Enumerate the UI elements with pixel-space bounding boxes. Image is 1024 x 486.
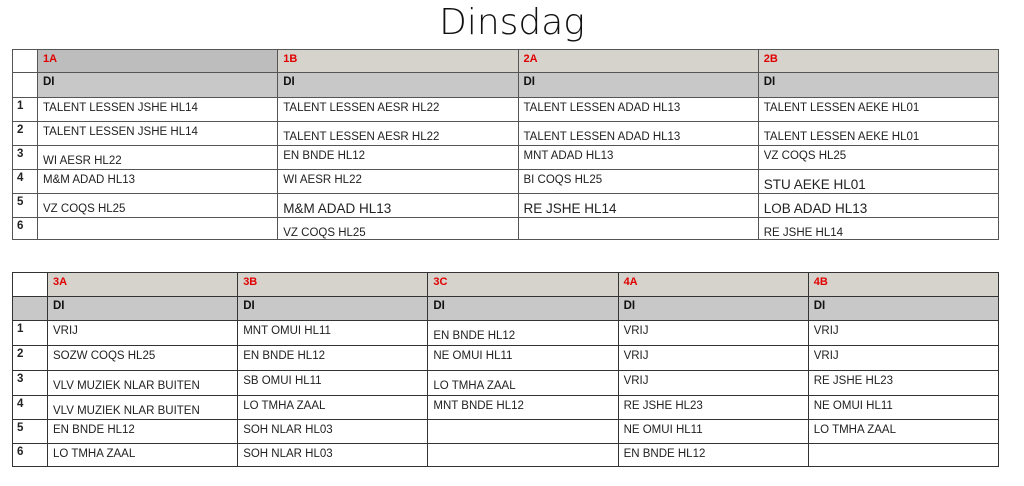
class-header: 3C [428, 273, 618, 297]
lesson-cell: NE OMUI HL11 [428, 346, 618, 371]
lesson-cell: LOB ADAD HL13 [758, 194, 998, 218]
lesson-cell: SOZW COQS HL25 [48, 346, 238, 371]
day-header: DI [618, 297, 808, 321]
page-title: Dinsdag [439, 2, 585, 43]
lesson-cell: VZ COQS HL25 [278, 218, 518, 240]
lesson-cell: TALENT LESSEN JSHE HL14 [38, 122, 278, 146]
lesson-cell: RE JSHE HL14 [758, 218, 998, 240]
lesson-cell: TALENT LESSEN AESR HL22 [278, 122, 518, 146]
lesson-cell: MNT OMUI HL11 [238, 321, 428, 346]
lesson-cell: SOH NLAR HL03 [238, 420, 428, 444]
class-header: 1A [38, 50, 278, 73]
lesson-cell: VRIJ [618, 371, 808, 396]
table-row [13, 122, 999, 146]
lesson-cell: MNT ADAD HL13 [518, 146, 758, 170]
lesson-cell: VRIJ [618, 346, 808, 371]
period-number: 6 [13, 218, 38, 240]
period-number: 3 [13, 371, 48, 396]
corner-cell [13, 273, 48, 297]
day-header: DI [38, 73, 278, 98]
period-number: 2 [13, 346, 48, 371]
lesson-cell: EN BNDE HL12 [278, 146, 518, 170]
period-number: 3 [13, 146, 38, 170]
class-header: 3B [238, 273, 428, 297]
lesson-cell: EN BNDE HL12 [428, 321, 618, 346]
class-header: 3A [48, 273, 238, 297]
lesson-cell: VRIJ [48, 321, 238, 346]
lesson-cell: EN BNDE HL12 [48, 420, 238, 444]
lesson-cell: VZ COQS HL25 [38, 194, 278, 218]
period-number: 2 [13, 122, 38, 146]
lesson-cell [428, 420, 618, 444]
day-header: DI [758, 73, 998, 98]
table-row [13, 444, 999, 467]
lesson-cell: M&M ADAD HL13 [38, 170, 278, 194]
class-header: 4B [808, 273, 998, 297]
day-header: DI [238, 297, 428, 321]
lesson-cell: VRIJ [808, 321, 998, 346]
lesson-cell: RE JSHE HL23 [618, 396, 808, 420]
table-row [13, 194, 999, 218]
lesson-cell [38, 218, 278, 240]
lesson-cell: NE OMUI HL11 [808, 396, 998, 420]
period-number: 1 [13, 98, 38, 122]
class-header: 2A [518, 50, 758, 73]
lesson-cell: TALENT LESSEN JSHE HL14 [38, 98, 278, 122]
lesson-cell: RE JSHE HL14 [518, 194, 758, 218]
day-header: DI [518, 73, 758, 98]
lesson-cell [428, 444, 618, 467]
lesson-cell: STU AEKE HL01 [758, 170, 998, 194]
table-row [13, 396, 999, 420]
lesson-cell: LO TMHA ZAAL [428, 371, 618, 396]
day-header: DI [428, 297, 618, 321]
period-number: 4 [13, 396, 48, 420]
day-header: DI [278, 73, 518, 98]
day-header: DI [48, 297, 238, 321]
lesson-cell: SOH NLAR HL03 [238, 444, 428, 467]
lesson-cell: WI AESR HL22 [38, 146, 278, 170]
period-number: 1 [13, 321, 48, 346]
lesson-cell: VLV MUZIEK NLAR BUITEN [48, 371, 238, 396]
lesson-cell: LO TMHA ZAAL [48, 444, 238, 467]
lesson-cell: VZ COQS HL25 [758, 146, 998, 170]
corner-cell [13, 297, 48, 321]
lesson-cell [808, 444, 998, 467]
lesson-cell: TALENT LESSEN AESR HL22 [278, 98, 518, 122]
lesson-cell: EN BNDE HL12 [618, 444, 808, 467]
lesson-cell: M&M ADAD HL13 [278, 194, 518, 218]
class-header: 2B [758, 50, 998, 73]
lesson-cell [518, 218, 758, 240]
class-header: 1B [278, 50, 518, 73]
table-row [13, 218, 999, 240]
period-number: 6 [13, 444, 48, 467]
lesson-cell: EN BNDE HL12 [238, 346, 428, 371]
table-row [13, 170, 999, 194]
lesson-cell: SB OMUI HL11 [238, 371, 428, 396]
lesson-cell: VLV MUZIEK NLAR BUITEN [48, 396, 238, 420]
period-number: 5 [13, 420, 48, 444]
lesson-cell: TALENT LESSEN ADAD HL13 [518, 98, 758, 122]
lesson-cell: BI COQS HL25 [518, 170, 758, 194]
lesson-cell: VRIJ [618, 321, 808, 346]
timetable-grade-1-2 [12, 49, 999, 240]
lesson-cell: TALENT LESSEN ADAD HL13 [518, 122, 758, 146]
lesson-cell: TALENT LESSEN AEKE HL01 [758, 98, 998, 122]
lesson-cell: NE OMUI HL11 [618, 420, 808, 444]
lesson-cell: TALENT LESSEN AEKE HL01 [758, 122, 998, 146]
table-row [13, 420, 999, 444]
corner-cell [13, 50, 38, 73]
table-row [13, 146, 999, 170]
lesson-cell: WI AESR HL22 [278, 170, 518, 194]
table-row [13, 371, 999, 396]
lesson-cell: LO TMHA ZAAL [808, 420, 998, 444]
lesson-cell: MNT BNDE HL12 [428, 396, 618, 420]
class-header: 4A [618, 273, 808, 297]
day-header: DI [808, 297, 998, 321]
corner-cell [13, 73, 38, 98]
table-row [13, 346, 999, 371]
period-number: 5 [13, 194, 38, 218]
timetable-grade-3-4 [12, 272, 999, 467]
table-row [13, 98, 999, 122]
period-number: 4 [13, 170, 38, 194]
lesson-cell: VRIJ [808, 346, 998, 371]
lesson-cell: RE JSHE HL23 [808, 371, 998, 396]
table-row [13, 321, 999, 346]
lesson-cell: LO TMHA ZAAL [238, 396, 428, 420]
